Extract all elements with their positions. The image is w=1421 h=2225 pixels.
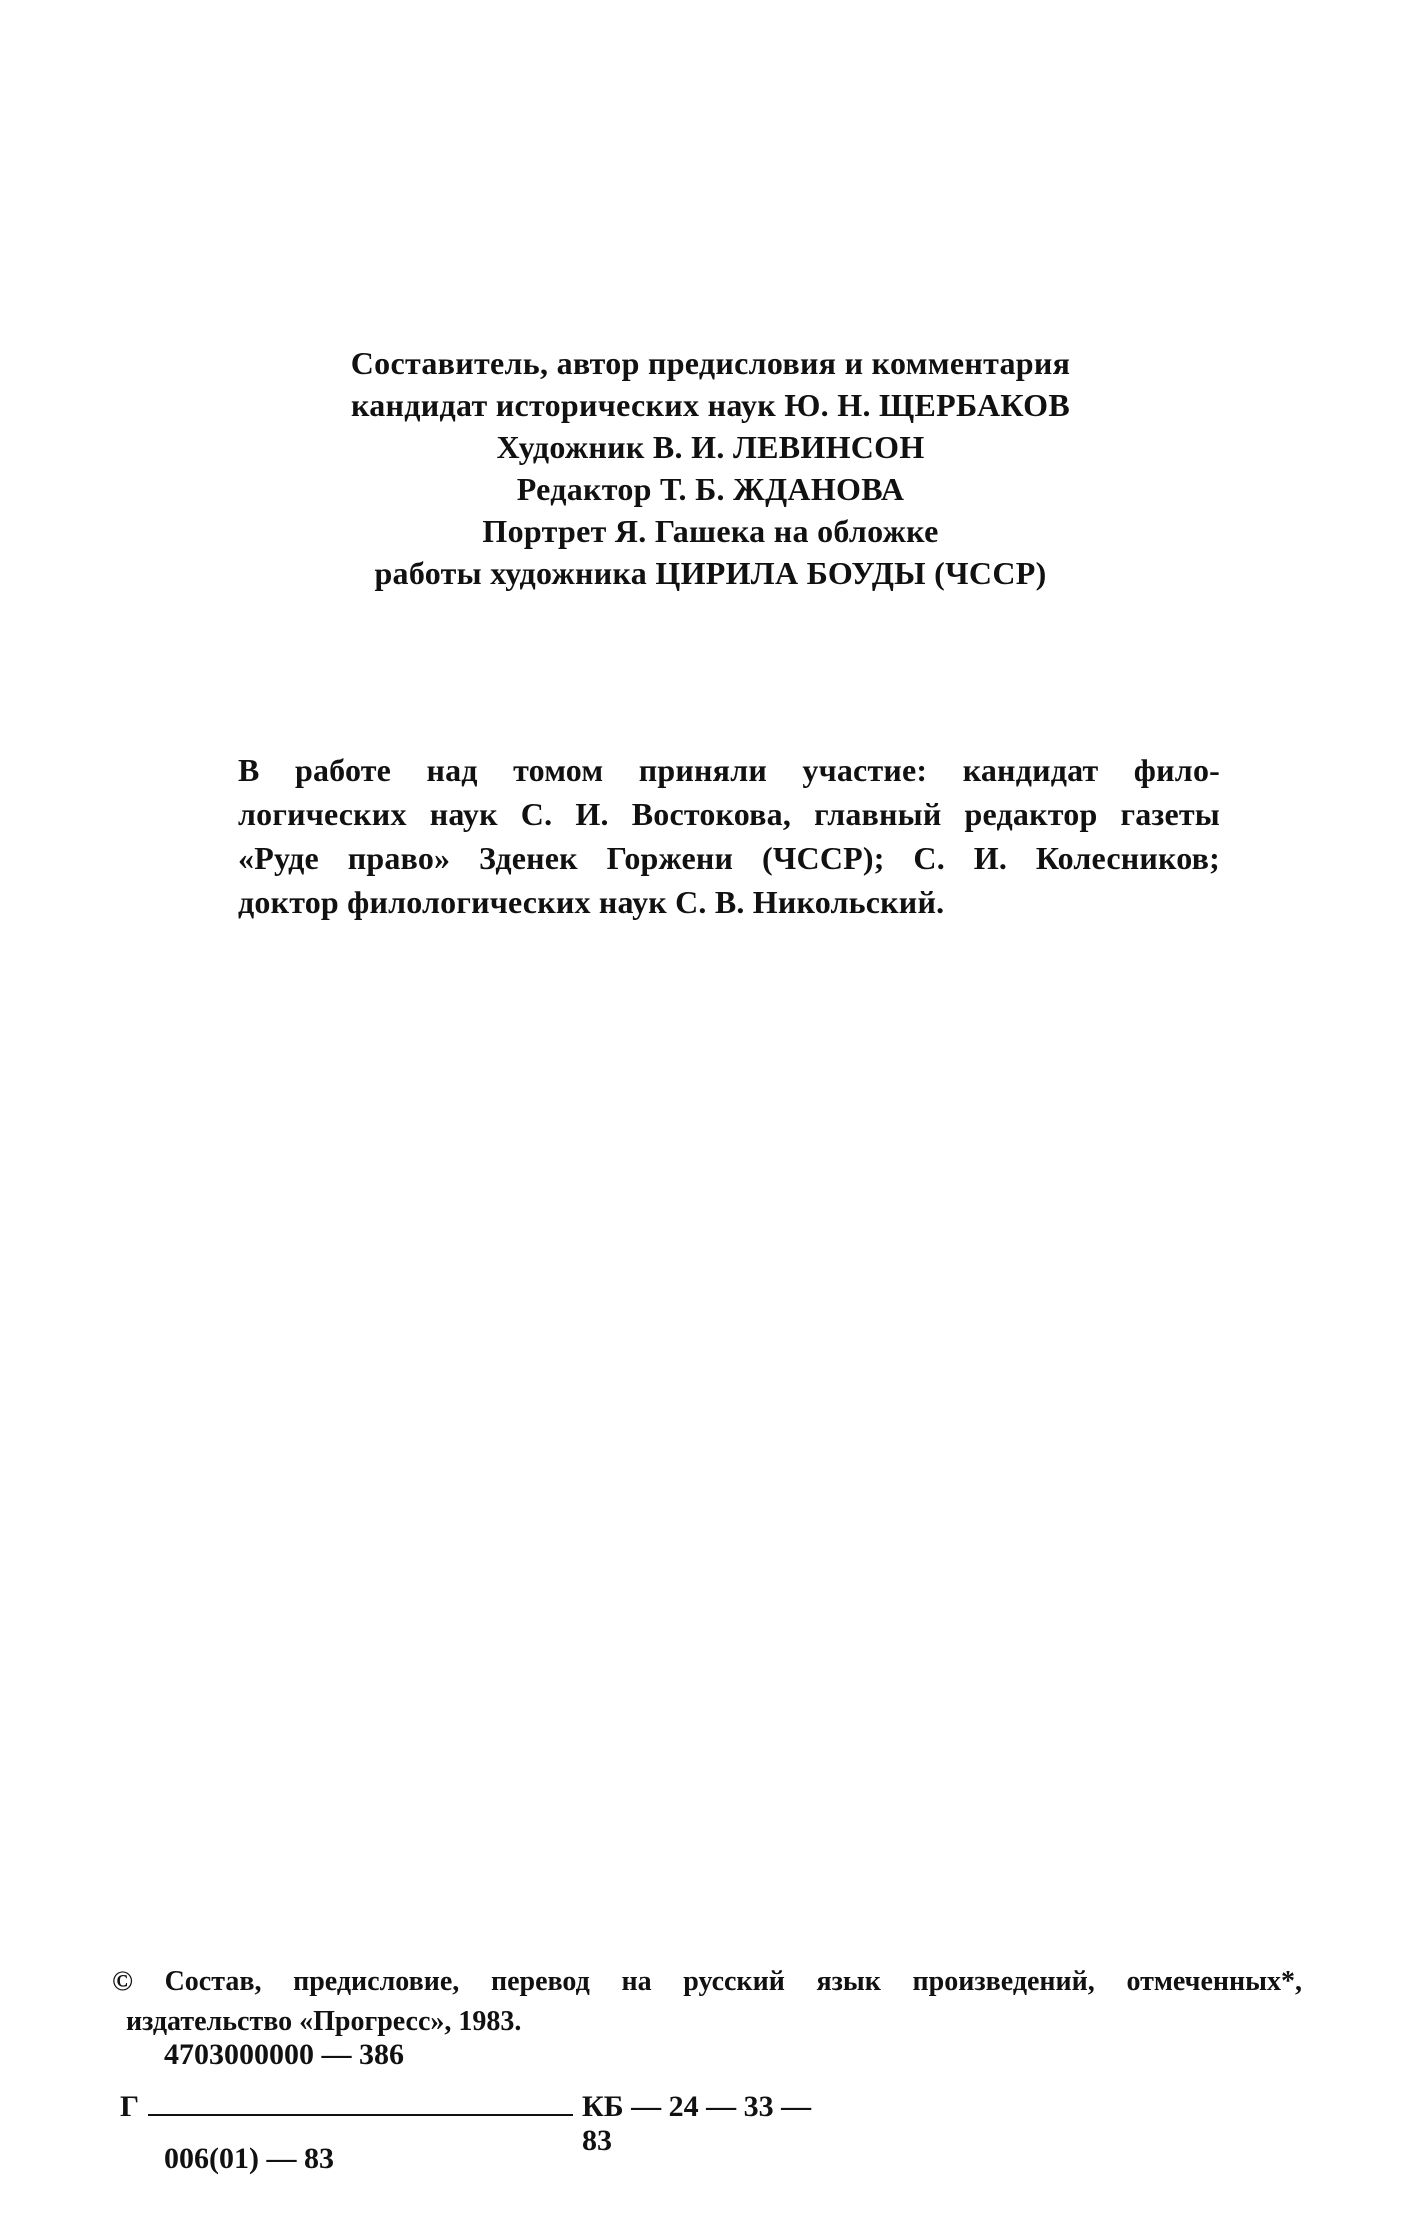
copyright-line: © Состав, предисловие, перевод на русский язык произведений, отмеченных*, [112, 1966, 1302, 1997]
credits-block [0, 342, 1421, 594]
credit-artist: Художник В. И. ЛЕВИНСОН [496, 429, 925, 465]
contributors-line: «Руде право» Зденек Горжени (ЧССР); С. И. Колесников; [238, 840, 1220, 876]
credit-portrait: Портрет Я. Гашека на обложке [482, 513, 939, 549]
copyright-notice [112, 1962, 1302, 2042]
catalog-fraction-line [148, 2114, 573, 2116]
catalog-prefix: Г [120, 2090, 140, 2123]
credit-portrait-artist: работы художника ЦИРИЛА БОУДЫ (ЧССР) [374, 555, 1047, 591]
contributors-line: логических наук С. И. Востокова, главный редактор газеты [238, 796, 1220, 832]
catalog-denominator: 006(01) — 83 [164, 2142, 334, 2175]
contributors-line: доктор филологических наук С. В. Никольский. [238, 884, 945, 920]
credit-editor: Редактор Т. Б. ЖДАНОВА [516, 471, 905, 507]
contributors-line: В работе над томом приняли участие: кандидат фило- [238, 752, 1220, 788]
credit-compiler-name: кандидат исторических наук Ю. Н. ЩЕРБАКОВ [351, 387, 1070, 423]
copyright-line: издательство «Прогресс», 1983. [126, 2006, 522, 2037]
catalog-numerator: 4703000000 — 386 [164, 2038, 404, 2071]
contributors-paragraph [238, 748, 1220, 924]
credit-compiler: Составитель, автор предисловия и комментария [350, 345, 1071, 381]
catalog-suffix: КБ — 24 — 33 — 83 [582, 2090, 812, 2157]
catalog-index [120, 2038, 820, 2188]
